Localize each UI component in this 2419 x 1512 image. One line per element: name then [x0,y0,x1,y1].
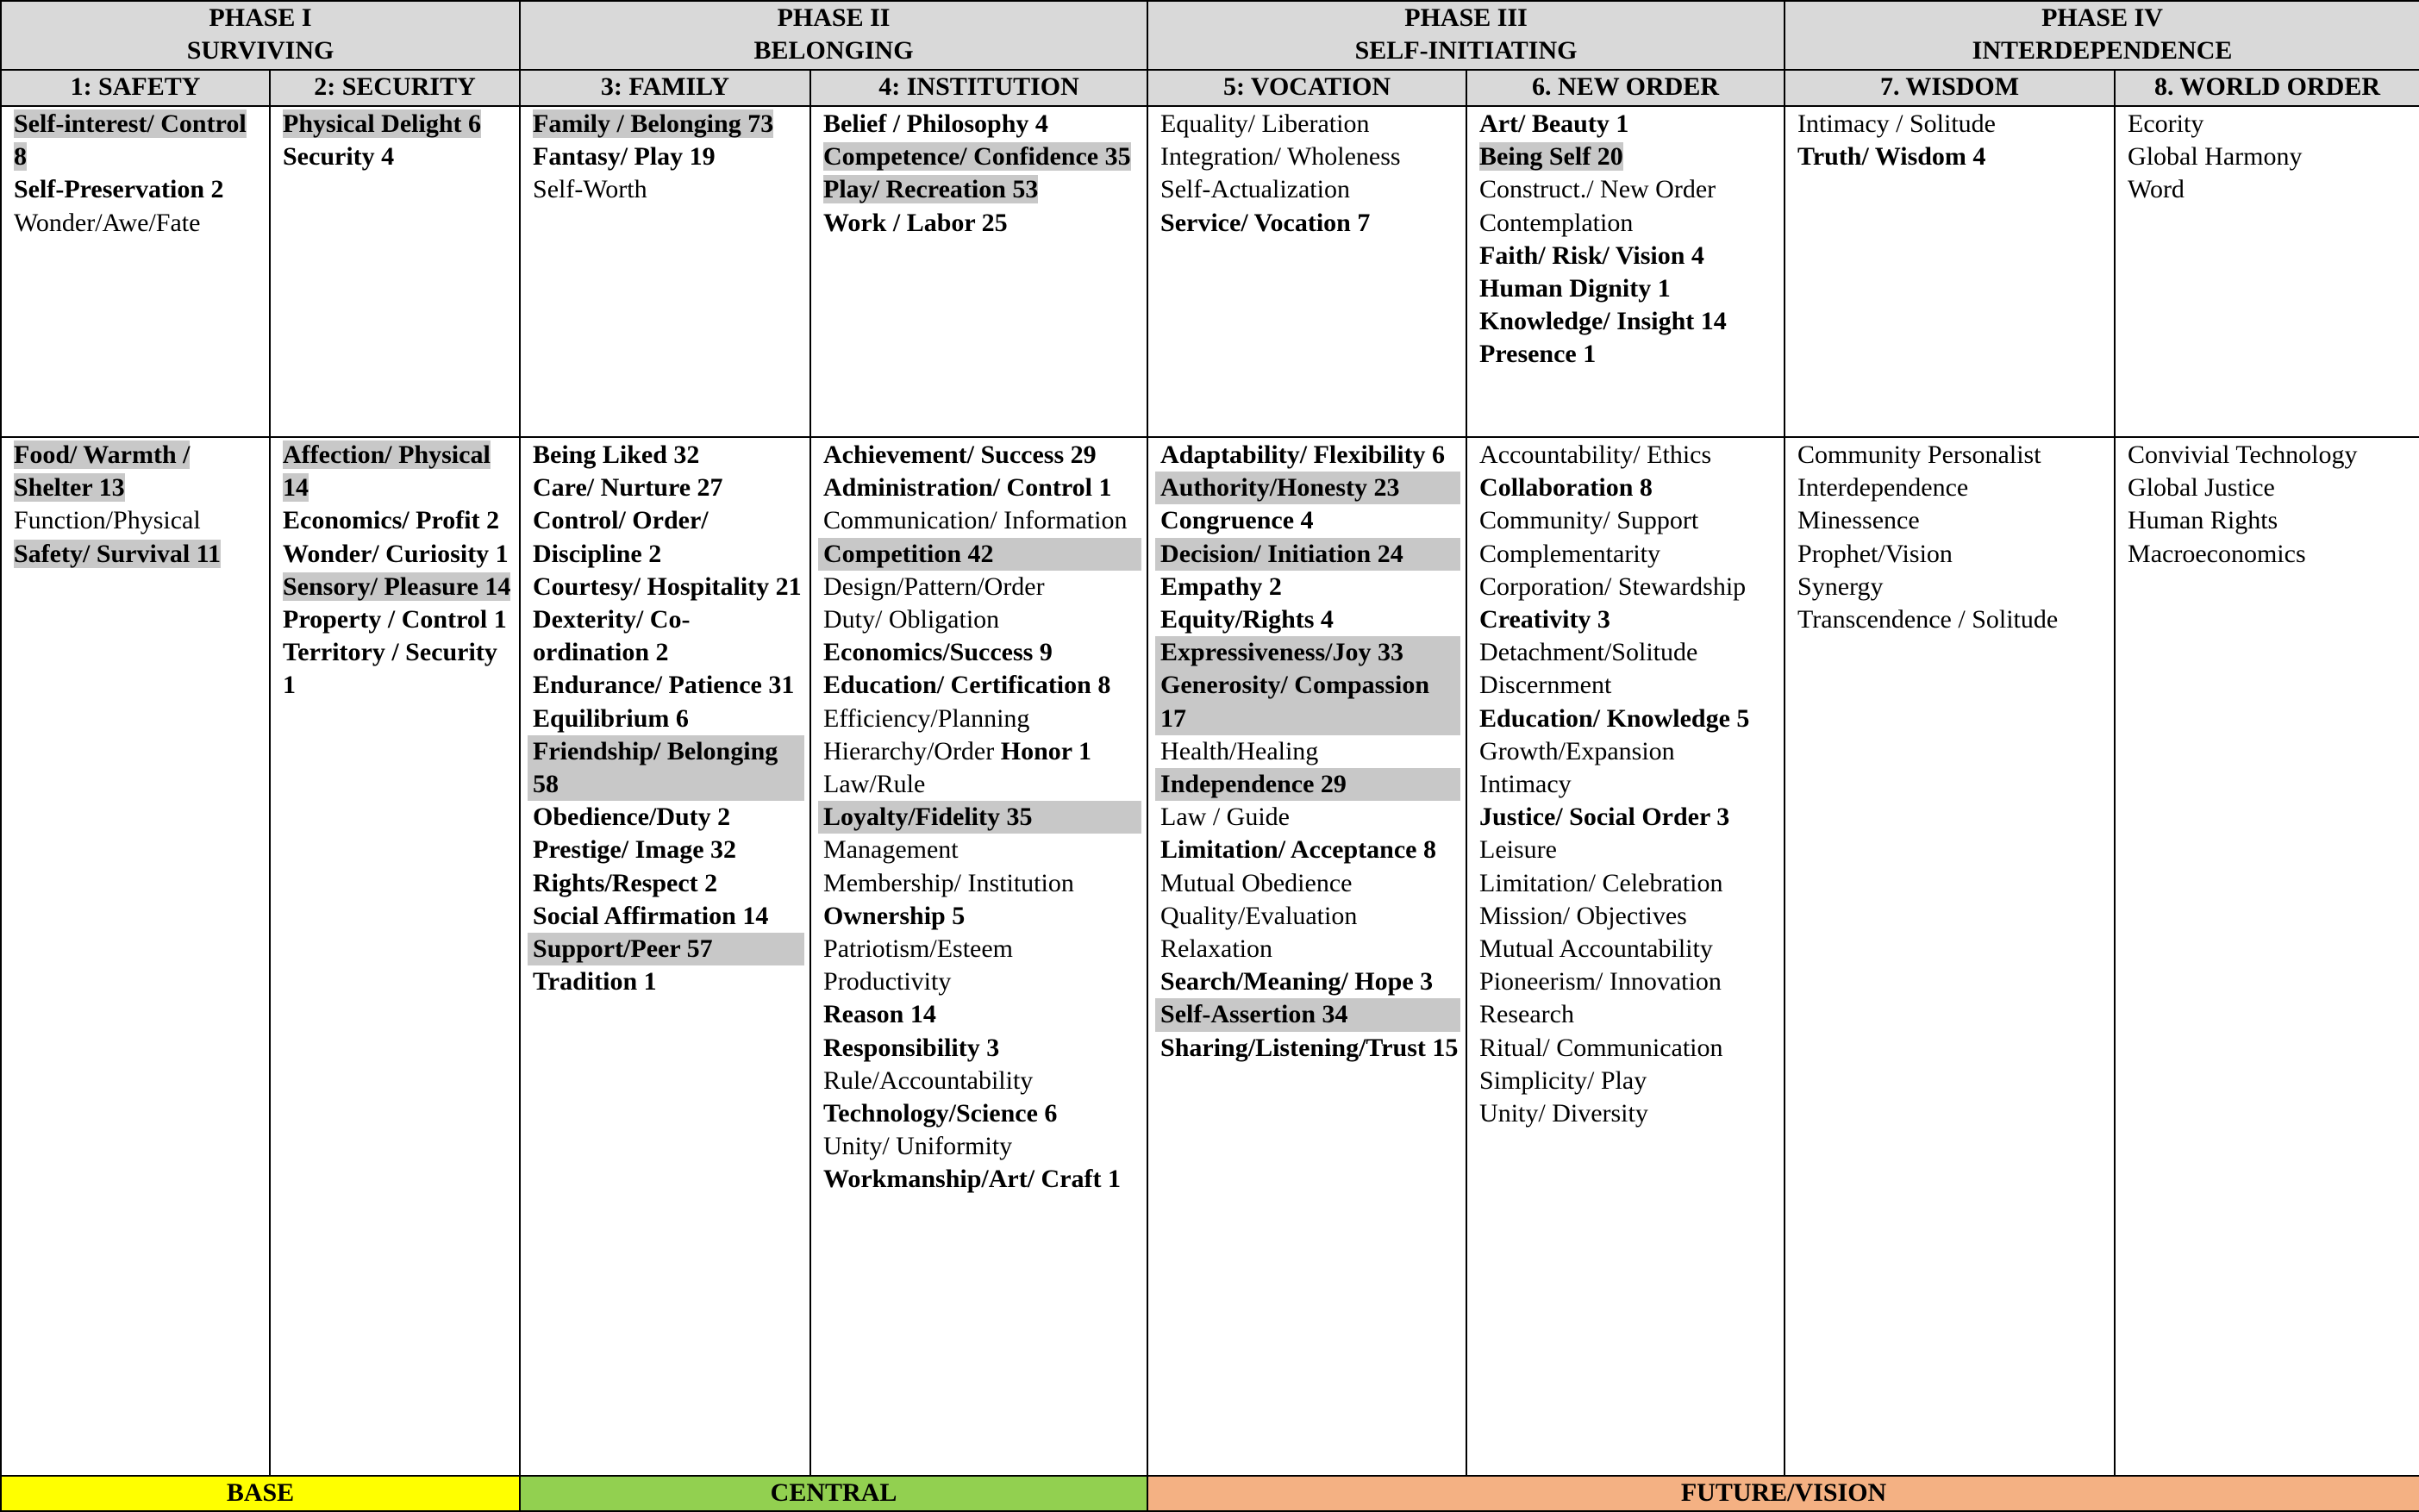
value-text: Detachment/Solitude [1479,638,1698,667]
footer-base: BASE [1,1476,520,1511]
phase-1-header [1,1,520,70]
value-item [823,108,1140,141]
value-text: Mission/ Objectives [1479,901,1687,930]
value-item [1479,998,1777,1031]
value-item [533,571,803,603]
value-text: Wonder/Awe/Fate [14,208,201,237]
value-item [1479,571,1777,636]
value-item [283,108,512,141]
value-text: Rights/Respect 2 [533,868,718,897]
value-text: Self-Preservation 2 [14,175,224,204]
value-item [823,867,1140,900]
footer-future-vision: FUTURE/VISION [1147,1476,2419,1511]
value-text: Reason 14 [823,1000,936,1029]
value-text: Complementarity [1479,539,1660,568]
value-item [533,504,803,570]
value-item [1479,933,1777,965]
value-item [2128,538,2412,571]
value-text: Justice/ Social Order 3 [1479,803,1730,832]
value-item [283,439,512,504]
value-text: Law/Rule [823,770,926,799]
value-item [823,173,1140,206]
value-text: Loyalty/Fidelity 35 [823,803,1033,832]
value-item [1479,900,1777,933]
value-item [1155,998,1460,1031]
value-text: Technology/Science 6 [823,1099,1058,1128]
value-item [1797,538,2107,571]
value-text: Synergy [1797,572,1884,601]
value-text: Equality/ Liberation [1160,109,1370,138]
value-item [1479,669,1777,702]
value-text: Competence/ Confidence 35 [823,142,1131,172]
stage-4-header: 4: INSTITUTION [810,70,1147,106]
value-item [1479,1032,1777,1065]
goals-cell-stage-4 [810,106,1147,437]
value-item [1160,207,1459,240]
value-item [1155,636,1460,669]
value-text: Faith/ Risk/ Vision 4 [1479,241,1704,270]
value-item [823,1097,1140,1130]
value-item [1797,603,2107,636]
value-text: Community Personalist [1797,440,2041,469]
phase-title: PHASE III [1404,3,1528,32]
value-item [1160,933,1459,965]
stage-8-header: 8. WORLD ORDER [2115,70,2419,106]
value-text: Interdependence [1797,473,1969,503]
value-extra: Honor 1 [1000,736,1092,765]
value-item [1797,141,2107,173]
value-text: Self-Worth [533,175,647,204]
value-text: Truth/ Wisdom 4 [1797,142,1986,172]
value-text: Friendship/ Belonging 58 [533,736,778,799]
value-item [1479,207,1777,240]
value-item [2128,472,2412,504]
value-item [2128,108,2412,141]
value-item [1479,272,1777,305]
value-item [283,504,512,537]
value-item [1155,669,1460,734]
value-item [823,669,1140,702]
value-item [1479,801,1777,834]
phase-subtitle: SELF-INITIATING [1354,36,1578,65]
goals-cell-stage-7 [1785,106,2115,437]
value-item [283,571,512,603]
value-item [1479,305,1777,338]
value-item [823,900,1140,933]
phase-4-header [1785,1,2419,70]
value-item [1479,1097,1777,1130]
value-text: Health/Healing [1160,736,1319,765]
value-item [1160,801,1459,834]
value-item [14,173,262,206]
value-text: Self-interest/ Control 8 [14,109,247,172]
value-text: Relaxation [1160,934,1272,964]
value-text: Patriotism/Esteem [823,934,1013,964]
value-item [1479,735,1777,768]
value-text: Productivity [823,967,952,997]
means-cell-stage-5 [1147,437,1466,1476]
value-text: Safety/ Survival 11 [14,539,222,568]
phase-title: PHASE I [209,3,312,32]
stage-header-row [1,70,2419,106]
value-text: Competition 42 [823,539,994,568]
value-item [823,504,1140,537]
value-text: Accountability/ Ethics [1479,440,1712,469]
goals-cell-stage-3 [520,106,810,437]
value-item [1479,504,1777,537]
value-item [823,472,1140,504]
value-item [533,108,803,141]
value-text: Macroeconomics [2128,539,2306,568]
value-text: Food/ Warmth / Shelter 13 [14,440,191,503]
value-text: Economics/ Profit 2 [283,506,500,535]
value-text: Contemplation [1479,208,1634,237]
goals-cell-stage-6 [1466,106,1785,437]
value-text: Achievement/ Success 29 [823,440,1097,469]
value-item [1479,472,1777,504]
value-text: Global Harmony [2128,142,2303,172]
value-item [1479,636,1777,669]
value-text: Rule/Accountability [823,1065,1034,1095]
value-item [1797,504,2107,537]
value-item [283,603,512,636]
value-text: Discernment [1479,671,1612,700]
value-text: Communication/ Information [823,506,1128,535]
value-item [14,439,262,504]
value-item [283,141,512,173]
value-item [1160,141,1459,173]
value-item [823,207,1140,240]
goals-cell-stage-5 [1147,106,1466,437]
value-text: Minessence [1797,506,1920,535]
value-text: Research [1479,1000,1574,1029]
value-item [1160,571,1459,603]
value-item [823,439,1140,472]
value-item [1160,173,1459,206]
goals-cell-stage-1 [1,106,270,437]
stage-3-header: 3: FAMILY [520,70,810,106]
value-text: Intimacy [1479,770,1572,799]
value-item [823,636,1140,669]
value-text: Quality/Evaluation [1160,901,1358,930]
value-text: Art/ Beauty 1 [1479,109,1629,138]
value-text: Law / Guide [1160,803,1290,832]
value-text: Education/ Knowledge 5 [1479,703,1750,733]
value-text: Economics/Success 9 [823,638,1053,667]
value-text: Mutual Obedience [1160,868,1353,897]
value-text: Efficiency/Planning [823,703,1030,733]
value-text: Limitation/ Acceptance 8 [1160,835,1436,865]
value-text: Workmanship/Art/ Craft 1 [823,1165,1122,1194]
value-text: Tradition 1 [533,967,657,997]
value-item [1479,240,1777,272]
value-text: Growth/Expansion [1479,736,1675,765]
value-item [533,472,803,504]
value-item [823,965,1140,998]
value-text: Congruence 4 [1160,506,1314,535]
value-item [14,538,262,571]
means-cell-stage-3 [520,437,810,1476]
value-text: Dexterity/ Co-ordination 2 [533,605,691,667]
phase-title: PHASE II [777,3,891,32]
value-text: Unity/ Diversity [1479,1099,1648,1128]
value-item [14,108,262,173]
value-text: Being Liked 32 [533,440,700,469]
value-item [823,834,1140,866]
means-cell-stage-6 [1466,437,1785,1476]
value-text: Construct./ New Order [1479,175,1716,204]
value-item [1797,571,2107,603]
value-item [823,1065,1140,1097]
means-cell-stage-8 [2115,437,2419,1476]
phase-3-header [1147,1,1785,70]
value-item [283,636,512,702]
value-item [533,669,803,702]
value-item [14,207,262,240]
value-text: Presence 1 [1479,340,1597,369]
value-item [1797,108,2107,141]
value-item [1797,439,2107,472]
value-item [1155,472,1460,504]
footer-row [1,1476,2419,1511]
phase-subtitle: INTERDEPENDENCE [1972,36,2233,65]
value-text: Generosity/ Compassion 17 [1160,671,1429,733]
value-text: Physical Delight 6 [283,109,481,138]
means-row [1,437,2419,1476]
stage-7-header: 7. WISDOM [1785,70,2115,106]
value-item [823,141,1140,173]
means-cell-stage-2 [270,437,520,1476]
value-text: Global Justice [2128,473,2275,503]
value-item [1479,141,1777,173]
value-text: Transcendence / Solitude [1797,605,2059,634]
value-text: Sharing/Listening/Trust 15 [1160,1033,1459,1062]
value-text: Convivial Technology [2128,440,2358,469]
value-item [1160,900,1459,933]
value-item [1479,768,1777,801]
value-text: Ritual/ Communication [1479,1033,1723,1062]
value-text: Family / Belonging 73 [533,109,774,138]
value-text: Self-Assertion 34 [1160,1000,1348,1029]
value-text: Design/Pattern/Order [823,572,1045,601]
value-item [823,1163,1140,1196]
value-text: Courtesy/ Hospitality 21 [533,572,802,601]
value-item [1155,538,1460,571]
value-text: Support/Peer 57 [533,934,713,964]
value-text: Empathy 2 [1160,572,1282,601]
value-item [1160,504,1459,537]
value-item [1479,338,1777,371]
value-text: Authority/Honesty 23 [1160,473,1400,503]
value-item [1797,472,2107,504]
value-item [533,834,803,866]
value-text: Word [2128,175,2185,204]
value-text: Mutual Accountability [1479,934,1713,964]
value-item [1160,735,1459,768]
value-item [533,900,803,933]
value-item [1479,173,1777,206]
value-text: Management [823,835,959,865]
value-text: Membership/ Institution [823,868,1074,897]
value-text: Decision/ Initiation 24 [1160,539,1403,568]
value-item [1155,768,1460,801]
value-text: Work / Labor 25 [823,208,1008,237]
value-text: Community/ Support [1479,506,1699,535]
value-text: Knowledge/ Insight 14 [1479,307,1727,336]
value-item [2128,439,2412,472]
value-text: Limitation/ Celebration [1479,868,1723,897]
value-text: Being Self 20 [1479,142,1623,172]
value-item [533,867,803,900]
value-text: Independence 29 [1160,770,1347,799]
value-item [533,173,803,206]
value-text: Adaptability/ Flexibility 6 [1160,440,1446,469]
value-text: Expressiveness/Joy 33 [1160,638,1403,667]
value-item [1479,965,1777,998]
value-text: Prophet/Vision [1797,539,1953,568]
value-text: Hierarchy/Order [823,736,1001,765]
value-item [823,1032,1140,1065]
value-item [1160,834,1459,866]
value-item [528,735,804,801]
value-text: Social Affirmation 14 [533,901,769,930]
value-item [533,703,803,735]
value-item [823,703,1140,735]
goals-cell-stage-8 [2115,106,2419,437]
phase-subtitle: BELONGING [753,36,914,65]
value-item [1479,439,1777,472]
value-text: Intimacy / Solitude [1797,109,1996,138]
value-text: Security 4 [283,142,395,172]
value-text: Prestige/ Image 32 [533,835,737,865]
value-item [1479,108,1777,141]
stage-1-header: 1: SAFETY [1,70,270,106]
value-item [1479,867,1777,900]
value-item [1160,867,1459,900]
value-text: Simplicity/ Play [1479,1065,1647,1095]
value-item [533,603,803,669]
means-cell-stage-4 [810,437,1147,1476]
phase-2-header [520,1,1147,70]
value-text: Equilibrium 6 [533,703,689,733]
value-item [823,768,1140,801]
value-text: Service/ Vocation 7 [1160,208,1371,237]
goals-cell-stage-2 [270,106,520,437]
means-cell-stage-1 [1,437,270,1476]
value-item [1479,834,1777,866]
value-item [2128,504,2412,537]
goals-row [1,106,2419,437]
value-item [14,504,262,537]
value-item [1479,703,1777,735]
stage-6-header: 6. NEW ORDER [1466,70,1785,106]
value-text: Fantasy/ Play 19 [533,142,716,172]
value-item [533,141,803,173]
value-item [818,538,1141,571]
value-text: Control/ Order/ Discipline 2 [533,506,709,568]
value-item [823,735,1140,768]
value-text: Belief / Philosophy 4 [823,109,1048,138]
footer-central: CENTRAL [520,1476,1147,1511]
phase-title: PHASE IV [2041,3,2163,32]
value-item [1160,1032,1459,1065]
value-item [823,603,1140,636]
value-extra: Creativity 3 [1479,605,1610,634]
value-item [528,933,804,965]
value-item [2128,173,2412,206]
value-item [823,998,1140,1031]
value-item [533,801,803,834]
value-text: Care/ Nurture 27 [533,473,723,503]
phase-header-row [1,1,2419,70]
value-item [823,1130,1140,1163]
value-text: Integration/ Wholeness [1160,142,1401,172]
value-item [1479,1065,1777,1097]
value-text: Endurance/ Patience 31 [533,671,795,700]
value-text: Wonder/ Curiosity 1 [283,539,509,568]
value-item [283,538,512,571]
value-item [533,439,803,472]
value-item [1479,538,1777,571]
value-text: Affection/ Physical 14 [283,440,491,503]
value-text: Education/ Certification 8 [823,671,1111,700]
value-item [818,801,1141,834]
value-item [823,571,1140,603]
value-text: Ownership 5 [823,901,966,930]
value-item [1160,439,1459,472]
means-cell-stage-7 [1785,437,2115,1476]
value-text: Duty/ Obligation [823,605,1000,634]
value-item [1160,965,1459,998]
value-text: Pioneerism/ Innovation [1479,967,1722,997]
value-item [533,965,803,998]
value-text: Collaboration 8 [1479,473,1653,503]
value-text: Leisure [1479,835,1557,865]
value-text: Unity/ Uniformity [823,1132,1013,1161]
value-text: Play/ Recreation 53 [823,175,1039,204]
value-text: Obedience/Duty 2 [533,803,731,832]
value-text: Search/Meaning/ Hope 3 [1160,967,1434,997]
value-text: Territory / Security 1 [283,638,497,700]
value-text: Administration/ Control 1 [823,473,1112,503]
stage-2-header: 2: SECURITY [270,70,520,106]
value-item [823,933,1140,965]
value-text: Responsibility 3 [823,1033,1000,1062]
value-item [1160,108,1459,141]
value-text: Property / Control 1 [283,605,507,634]
value-text: Human Rights [2128,506,2278,535]
value-item [2128,141,2412,173]
value-item [1160,603,1459,636]
value-text: Corporation/ Stewardship [1479,572,1747,601]
value-text: Equity/Rights 4 [1160,605,1334,634]
value-text: Sensory/ Pleasure 14 [283,572,511,601]
value-text: Human Dignity 1 [1479,274,1671,303]
value-text: Function/Physical [14,506,201,535]
value-text: Ecority [2128,109,2204,138]
phase-subtitle: SURVIVING [186,36,334,65]
value-text: Self-Actualization [1160,175,1350,204]
stage-5-header: 5: VOCATION [1147,70,1466,106]
